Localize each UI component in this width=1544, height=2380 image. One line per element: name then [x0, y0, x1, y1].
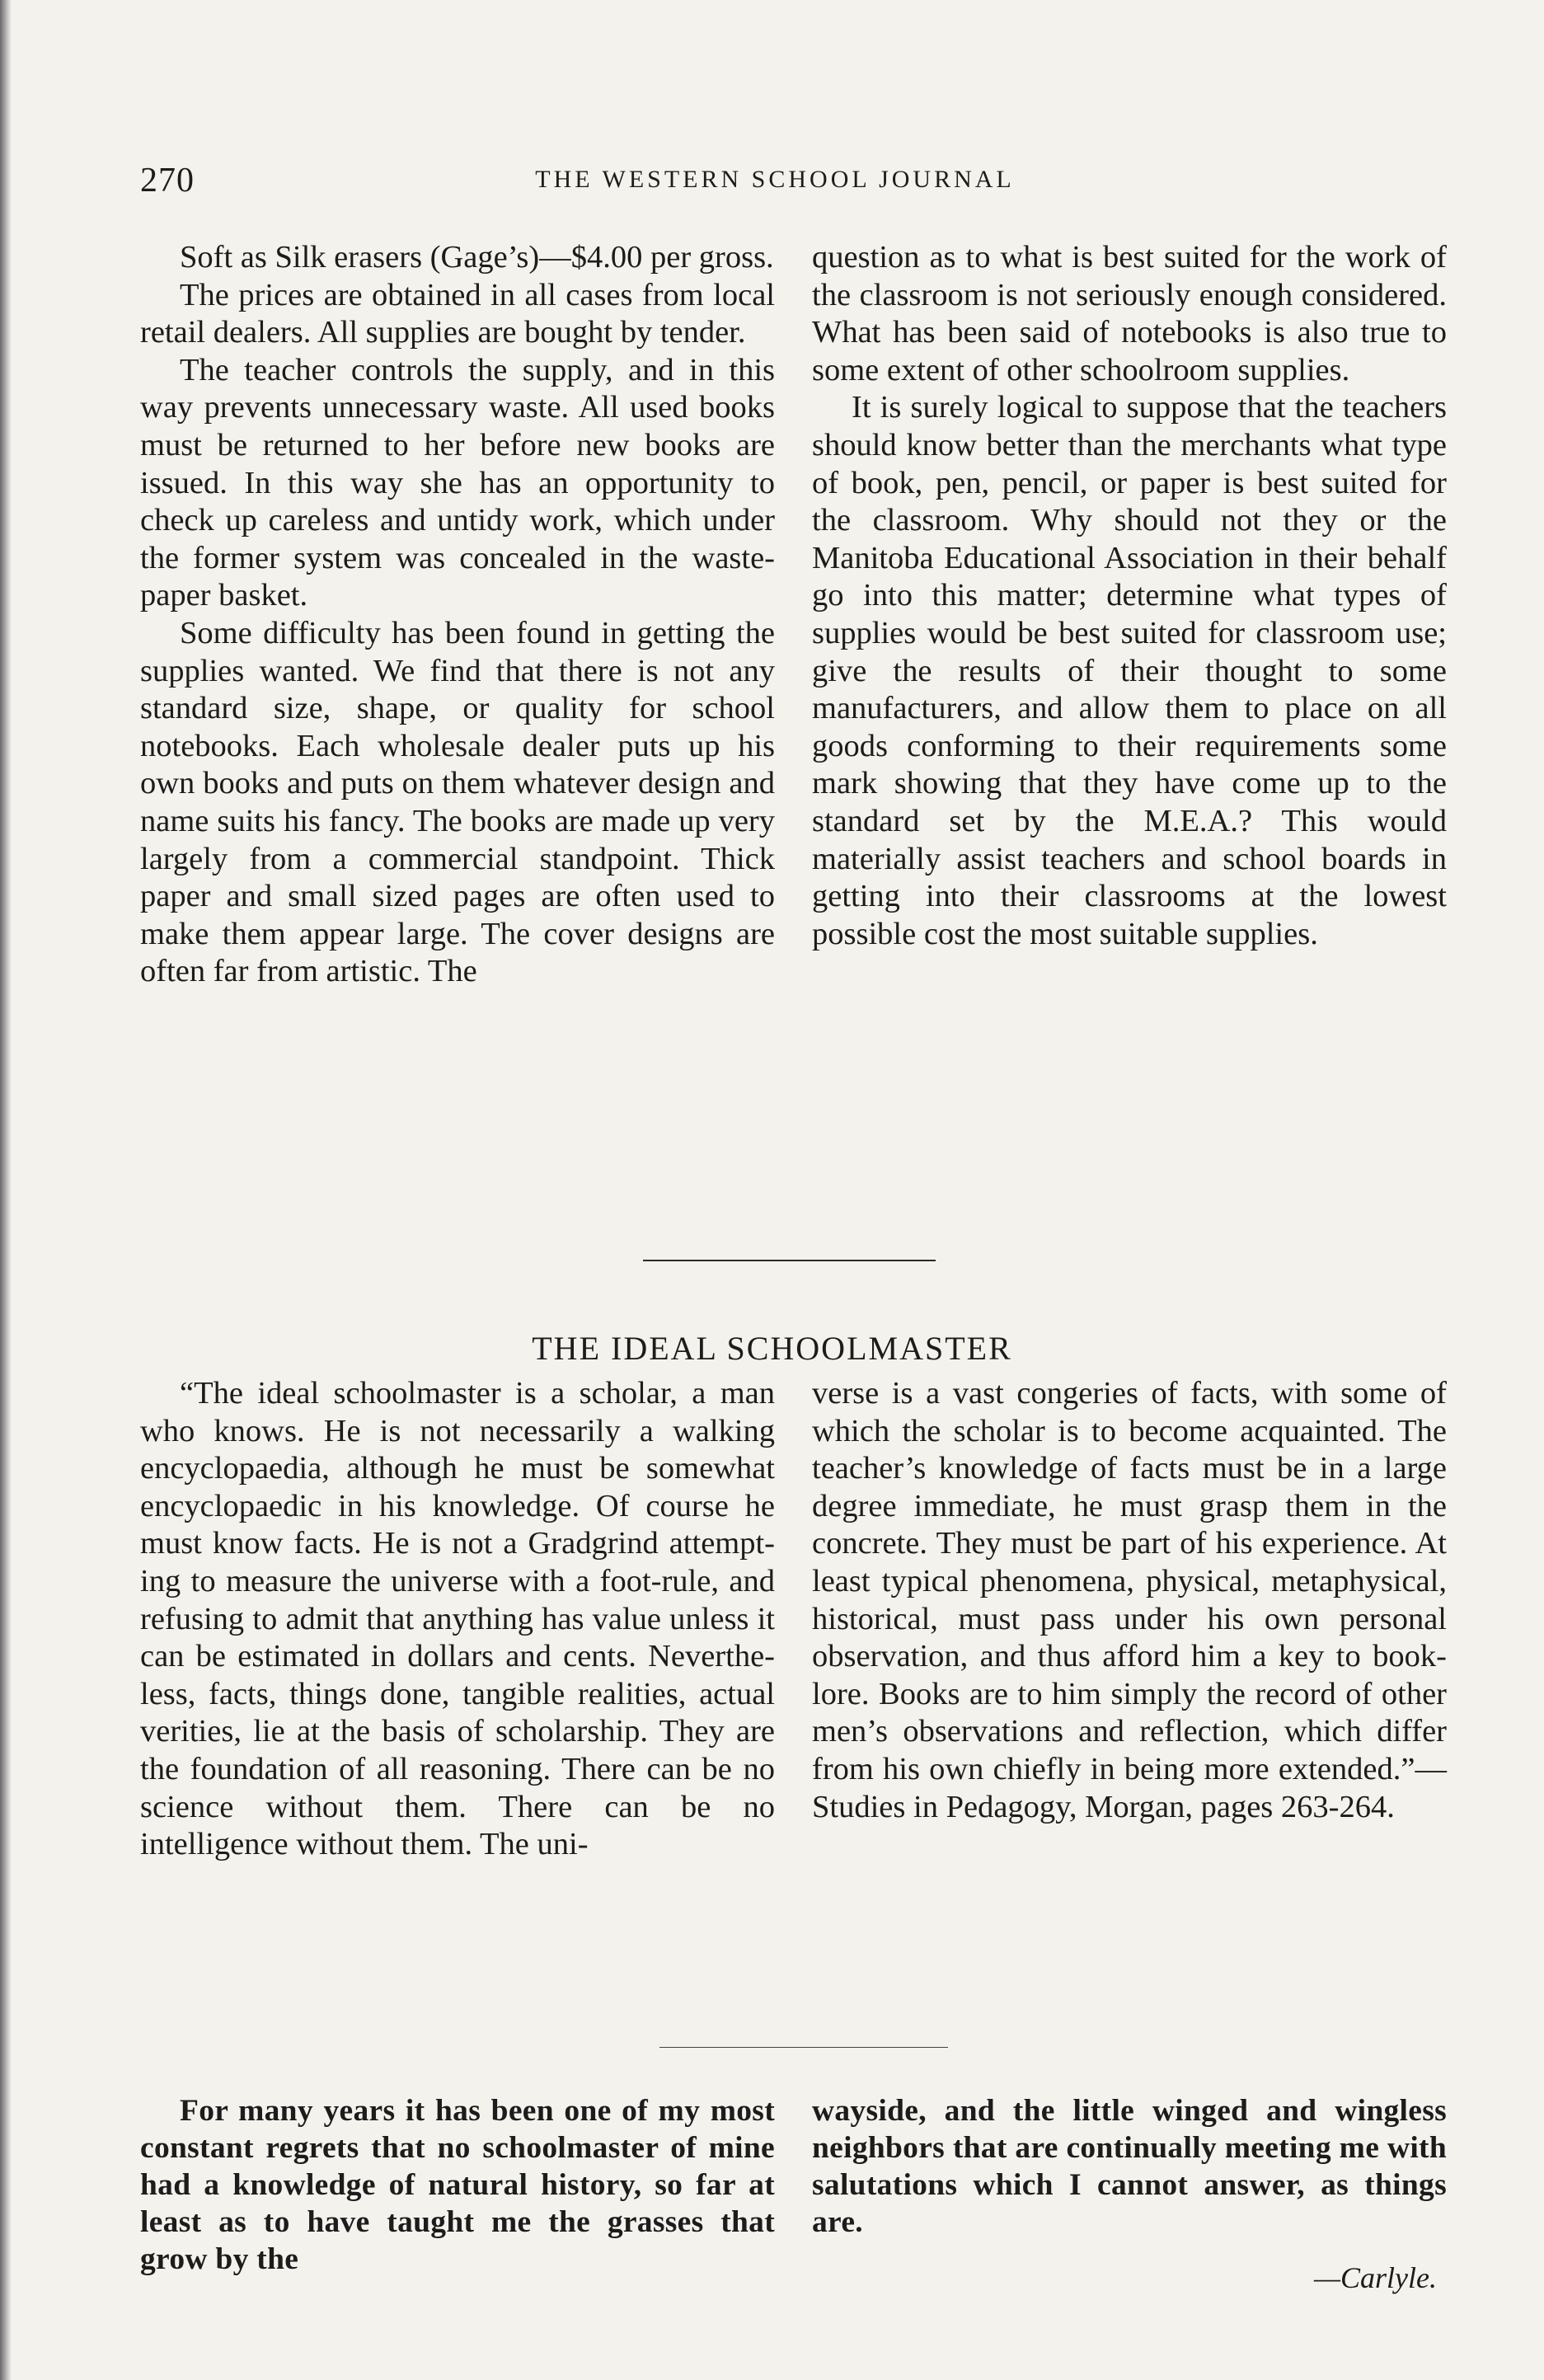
- left-column: [140, 2092, 775, 2278]
- page-spine-shadow: [0, 0, 12, 2380]
- running-title: THE WESTERN SCHOOL JOURNAL: [535, 166, 1015, 193]
- section-divider: [659, 2047, 948, 2048]
- paragraph: wayside, and the little winged and wingless neighbors that are continually meeting me with salutations which I cannot answer, as things are.: [812, 2094, 1447, 2239]
- paragraph: Some difficulty has been found in getting the supplies wanted. We find that there is not any standard size, shape, or quality for school notebooks. Each wholesale dealer puts up his own books and puts on them whatever design and name suits his fancy. The books are made up very largely from a commercial standpoint. Thick paper and small sized pages are often used to make them appear large. The cover designs are often far from artistic. The: [140, 615, 775, 989]
- ideal-schoolmaster-article: [140, 1375, 1451, 1985]
- paragraph: “The ideal schoolmaster is a scholar, a man who knows. He is not necessarily a walking encyclopaedia, although he must be somewhat encyclopaedic in his knowledge. Of course he must know facts. He is not a Gradgrind attempting to measure the universe with a foot-rule, and refusing to admit that anything has value unless it can be estimated in dollars and cents. Nevertheless, facts, things done, tangible realities, actual verities, lie at the basis of scholarship. They are the foundation of all reasoning. There can be no science without them. There can be no intelligence without them. The uni-: [140, 1376, 775, 1862]
- page-number: 270: [140, 162, 195, 200]
- paragraph: It is surely logical to suppose that the teachers should know better than the merchants what type of book, pen, pencil, or paper is best suited for the classroom. Why should not they or the Manitoba Educational Association in their behalf go into this matter; determine what types of supplies would be best suited for classroom use; give the results of their thought to some manufacturers, and allow them to place on all goods conforming to their requirements some mark showing that they have come up to the standard set by the M.E.A.? This would materially assist teachers and school boards in getting into their classrooms at the lowest possible cost the most suitable supplies.: [812, 390, 1447, 951]
- article-continuation: [140, 239, 1451, 1204]
- right-column: [812, 1375, 1447, 1826]
- paragraph: Soft as Silk erasers (Gage’s)—$4.00 per gross.: [180, 240, 774, 275]
- right-column: [812, 239, 1447, 953]
- left-column: [140, 1375, 775, 1864]
- section-divider: [643, 1260, 936, 1261]
- section-title: THE IDEAL SCHOOLMASTER: [532, 1330, 1012, 1367]
- paragraph: question as to what is best suited for the work of the classroom is not seriously enough considered. What has been said of notebooks is also true to some extent of other schoolroom supplies.: [812, 240, 1447, 387]
- page-header: [140, 161, 1410, 210]
- quote-attribution: —Carlyle.: [1314, 2261, 1437, 2294]
- carlyle-quote: [140, 2092, 1451, 2307]
- paragraph: The teacher controls the supply, and in this way prevents unnecessary waste. All used books must be returned to her before new books are issued. In this way she has an opportunity to check up careless and untidy work, which under the former system was concealed in the waste-paper basket.: [140, 352, 775, 613]
- right-column: [812, 2092, 1447, 2241]
- paragraph: For many years it has been one of my most constant regrets that no schoolmaster of mine had a knowledge of natural history, so far at least as to have taught me the grasses that grow by the: [140, 2094, 775, 2276]
- paragraph: The prices are obtained in all cases from local retail dealers. All supplies are bought by tender.: [140, 277, 775, 350]
- left-column: [140, 239, 775, 991]
- paragraph: verse is a vast congeries of facts, with some of which the scholar is to become acquainted. The teacher’s knowledge of facts must be in a large degree immediate, he must grasp them in the concrete. They must be part of his experience. At least typical phenomena, physical, metaphysical, historical, must pass under his own personal observation, and thus afford him a key to book-lore. Books are to him simply the record of other men’s observations and reflection, which differ from his own chiefly in being more extended.”— Studies in Pedagogy, Morgan, pages 263-264.: [812, 1376, 1447, 1824]
